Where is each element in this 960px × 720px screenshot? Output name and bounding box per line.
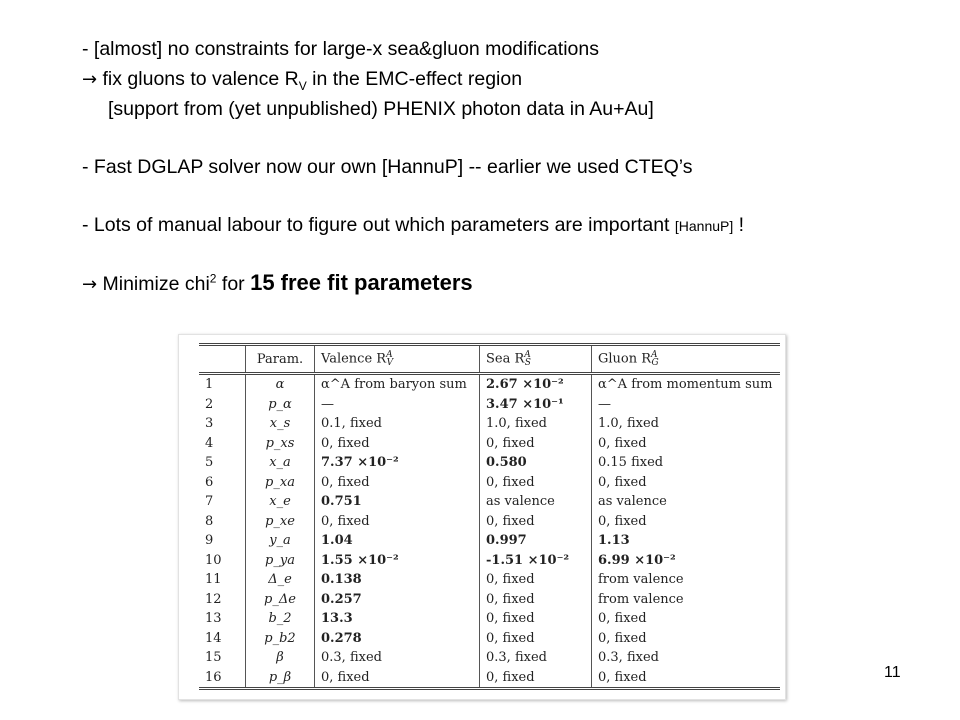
cell-num: 15 [199,648,246,668]
cell-valence: — [315,395,480,415]
table-row [199,374,780,395]
page-number: 11 [884,664,901,681]
table-row [199,434,780,454]
bullet-line-5 [82,214,744,237]
header-sea-text: Sea R [486,350,525,366]
header-sea [480,345,592,374]
cell-valence: 7.37 ×10⁻² [315,453,480,473]
header-valence [315,345,480,374]
table-row [199,453,780,473]
cell-sea: 0, fixed [480,512,592,532]
cell-valence: α^A from baryon sum [315,374,480,395]
cell-num: 10 [199,551,246,571]
cell-param: y_a [246,531,315,551]
parameter-table [199,343,780,690]
cell-num: 7 [199,492,246,512]
table-row [199,570,780,590]
cell-gluon: 0, fixed [598,474,647,490]
table-row [199,629,780,649]
cell-valence: 0.278 [315,629,480,649]
cell-sea: 0.580 [480,453,592,473]
bullet-line-4: - Fast DGLAP solver now our own [HannuP] -- earlier we used CTEQ’s [82,156,693,178]
table-body [199,374,780,689]
cell-num: 6 [199,473,246,493]
header-sea-sub: S [524,358,531,369]
cell-sea: -1.51 ×10⁻² [480,551,592,571]
cell-gluon: 1.13 [598,533,630,549]
bullet-line-6-mid: for [216,273,251,295]
cell-valence: 0.138 [315,570,480,590]
bullet-line-3: [support from (yet unpublished) PHENIX photon data in Au+Au] [108,98,654,120]
cell-param: p_α [246,395,315,415]
header-gluon-text: Gluon R [598,350,652,366]
table-row [199,512,780,532]
cell-num: 9 [199,531,246,551]
cell-param: b_2 [246,609,315,629]
cell-num: 11 [199,570,246,590]
cell-valence: 0, fixed [315,473,480,493]
cell-param: Δ_e [246,570,315,590]
cell-num: 16 [199,668,246,689]
cell-param: p_β [246,668,315,689]
cell-gluon: 1.0, fixed [598,416,659,432]
cell-num: 3 [199,414,246,434]
cell-param: α [246,374,315,395]
cell-sea: 0, fixed [480,434,592,454]
bullet-line-5-small: [HannuP] [674,218,734,234]
cell-sea: 3.47 ×10⁻¹ [480,395,592,415]
header-gluon [592,345,781,374]
cell-gluon: 6.99 ×10⁻² [598,552,676,568]
bullet-line-6-bold: 15 free fit parameters [250,270,473,295]
cell-valence: 0.3, fixed [315,648,480,668]
cell-sea: 0.3, fixed [480,648,592,668]
cell-gluon: from valence [598,591,684,607]
cell-param: x_a [246,453,315,473]
cell-sea: as valence [480,492,592,512]
arrow-icon: → [82,69,98,90]
bullet-line-2 [82,68,522,93]
cell-sea: 0, fixed [480,473,592,493]
cell-valence: 0, fixed [315,668,480,689]
table-row [199,531,780,551]
header-valence-text: Valence R [321,350,387,366]
bullet-line-2-end: in the EMC-effect region [306,68,523,90]
cell-num: 5 [199,453,246,473]
cell-valence: 1.55 ×10⁻² [315,551,480,571]
cell-num: 12 [199,590,246,610]
table-row [199,395,780,415]
table-row [199,492,780,512]
cell-num: 2 [199,395,246,415]
bullet-line-6-text: Minimize chi [102,273,210,295]
cell-param: p_xe [246,512,315,532]
bullet-line-6-sup: 2 [209,271,217,286]
cell-valence: 0, fixed [315,512,480,532]
cell-valence: 0.751 [315,492,480,512]
cell-num: 4 [199,434,246,454]
table-row [199,414,780,434]
bullet-line-5-end: ! [733,214,745,236]
cell-sea: 0, fixed [480,590,592,610]
cell-param: p_Δe [246,590,315,610]
parameter-table-image [178,334,786,700]
cell-sea: 0, fixed [480,570,592,590]
cell-valence: 1.04 [315,531,480,551]
cell-gluon: α^A from momentum sum [598,377,773,393]
cell-valence: 0, fixed [315,434,480,454]
cell-gluon: from valence [598,572,684,588]
bullet-line-6 [82,270,473,296]
header-param: Param. [246,345,315,374]
cell-sea: 1.0, fixed [480,414,592,434]
cell-param: p_xs [246,434,315,454]
cell-sea: 0, fixed [480,629,592,649]
cell-num: 1 [199,374,246,395]
bullet-line-2-sub: V [298,78,307,93]
cell-num: 14 [199,629,246,649]
header-valence-sup: A [386,349,393,360]
header-num [199,345,246,374]
cell-gluon: 0.3, fixed [598,650,659,666]
cell-gluon: 0.15 fixed [598,455,664,471]
cell-num: 8 [199,512,246,532]
cell-param: p_ya [246,551,315,571]
cell-sea: 2.67 ×10⁻² [480,374,592,395]
table-row [199,590,780,610]
header-sea-sup: A [524,349,531,360]
cell-gluon: 0, fixed [598,435,647,451]
cell-gluon: 0, fixed [598,630,647,646]
cell-gluon: 0, fixed [598,669,647,685]
cell-gluon: 0, fixed [598,513,647,529]
cell-sea: 0, fixed [480,609,592,629]
table-header-row [199,345,780,374]
bullet-line-1: - [almost] no constraints for large-x sea&gluon modifications [82,38,599,60]
table-row [199,551,780,571]
header-valence-sub: V [386,358,394,369]
cell-gluon: 0, fixed [598,611,647,627]
cell-param: x_e [246,492,315,512]
cell-valence: 0.257 [315,590,480,610]
table-row [199,609,780,629]
table-row [199,648,780,668]
cell-param: β [246,648,315,668]
cell-sea: 0.997 [480,531,592,551]
header-gluon-sup: A [651,349,658,360]
cell-param: p_xa [246,473,315,493]
cell-sea: 0, fixed [480,668,592,689]
arrow-icon: → [82,274,98,295]
cell-valence: 0.1, fixed [315,414,480,434]
cell-param: x_s [246,414,315,434]
header-gluon-sub: G [651,358,659,369]
cell-gluon: — [598,396,611,412]
cell-param: p_b2 [246,629,315,649]
bullet-line-2-text: fix gluons to valence R [102,68,299,90]
bullet-line-5-main: - Lots of manual labour to figure out which parameters are important [82,214,675,236]
cell-gluon: as valence [598,494,667,510]
table-row [199,473,780,493]
table-row [199,668,780,689]
cell-valence: 13.3 [315,609,480,629]
cell-num: 13 [199,609,246,629]
